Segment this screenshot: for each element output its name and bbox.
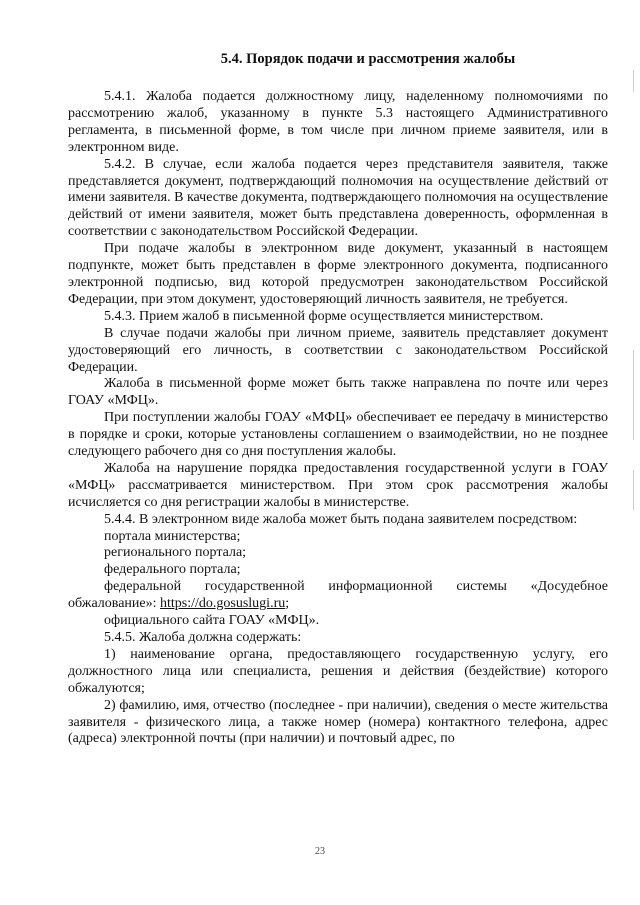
paragraph-5-4-4: 5.4.4. В электронном виде жалоба может быть подана заявителем посредством: [104,511,578,527]
channel-ministry-portal: портала министерства; [104,528,241,544]
paragraph-5-4-3: 5.4.3. Прием жалоб в письменной форме осуществляется министерством. [104,308,544,324]
paragraph-5-4-5: 5.4.5. Жалоба должна содержать: [104,630,302,645]
requirement-item-1: 1) наименование органа, предоставляющего государственную услугу, его должностного лица или специалиста, решения и действия (бездействие) которого обжалуются; [68,646,608,696]
scan-edge-mark-top [633,70,634,92]
federal-system-suffix: ; [285,596,290,612]
paragraph-5-4-1: 5.4.1. Жалоба подается должностному лицу, наделенному полномочиями по рассмотрению жалоб, указанному в пункте 5.3 настоящего Административного регламента, в письменной форме, в том числе при личном приеме заявителя, или в электронном виде. [68,89,608,155]
page-number: 23 [315,846,325,857]
section-title: 5.4. Порядок подачи и рассмотрения жалобы [220,51,516,67]
paragraph-electronic-submission: При подаче жалобы в электронном виде документ, указанный в настоящем подпункте, может быть представлен в форме электронного документа, подписанного электронной подписью, вид которой предусмотрен законодательством Российской Федерации, при этом документ, удостоверяющий личность заявителя, не требуется. [68,241,608,307]
requirement-item-2: 2) фамилию, имя, отчество (последнее - при наличии), сведения о месте жительства заявителя - физического лица, а также номер (номера) контактного телефона, адрес (адреса) электронной почты (при наличии) и почтовый адрес, по [68,697,608,747]
paragraph-postal-submission: Жалоба в письменной форме может быть также направлена по почте или через ГОАУ «МФЦ». [68,376,608,409]
paragraph-5-4-2: 5.4.2. В случае, если жалоба подается через представителя заявителя, также представляется документ, подтверждающий полномочия на осуществление действий от имени заявителя. В качестве документа, подтверждающего полномочия на осуществление действий от имени заявителя, может быть представлена доверенность, оформленная в соответствии с законодательством Российской Федерации. [68,156,608,240]
federal-system-text: федеральной государственной информационной системы «Досудебное обжалование»: [68,579,608,612]
scan-edge-mark-middle [633,350,634,440]
paragraph-personal-reception: В случае подачи жалобы при личном приеме, заявитель представляет документ удостоверяющий его личность, в соответствии с законодательством Российской Федерации. [68,325,608,375]
channel-federal-system [68,579,608,613]
paragraph-mfc-review: Жалоба на нарушение порядка предоставления государственной услуги в ГОАУ «МФЦ» рассматривается министерством. При этом срок рассмотрения жалобы исчисляется со дня регистрации жалобы в министерстве. [68,460,608,510]
document-body [68,50,608,748]
federal-system-link[interactable]: https://do.gosuslugi.ru [160,596,286,612]
channel-regional-portal: регионального портала; [104,545,247,561]
channel-federal-portal: федерального портала; [104,562,241,578]
channel-official-site: официального сайта ГОАУ «МФЦ». [104,613,320,629]
scan-edge-mark-lower [633,470,634,510]
paragraph-mfc-transfer: При поступлении жалобы ГОАУ «МФЦ» обеспечивает ее передачу в министерство в порядке и сроки, которые установлены соглашением о взаимодействии, но не позднее следующего рабочего дня со дня поступления жалобы. [68,410,608,460]
